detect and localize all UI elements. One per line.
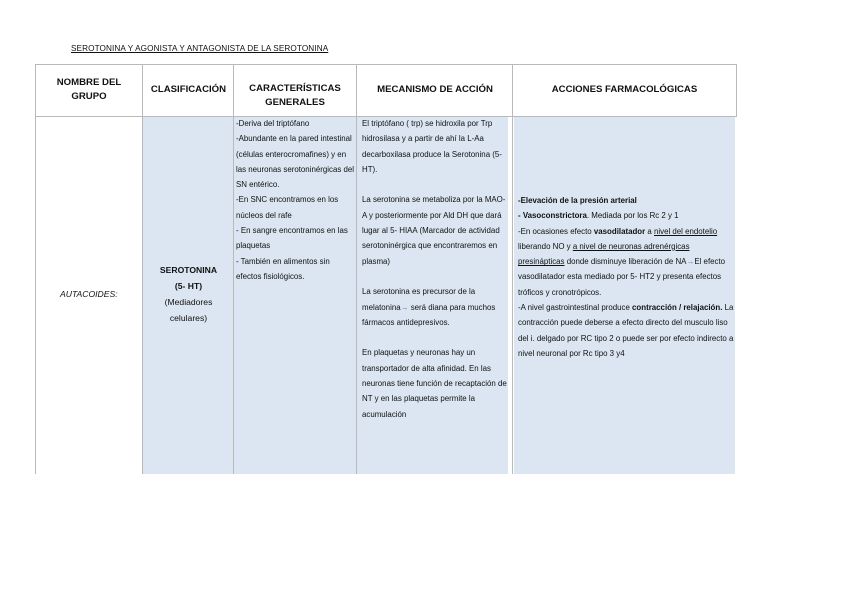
action-3-mid-2: liberando NO y	[518, 241, 573, 251]
action-1	[518, 193, 734, 208]
action-2-bold: - Vasoconstrictora	[518, 211, 587, 221]
header-mechanism: MECANISMO DE ACCIÓN	[377, 84, 493, 95]
action-2	[518, 208, 734, 223]
table-left-border	[35, 64, 36, 474]
arrow-icon: →	[686, 257, 695, 267]
action-3-underline-1: nivel del endotelio	[653, 226, 718, 236]
table-right-border	[736, 64, 737, 117]
mechanism-p3-start: La serotonina es precursor de la melatonina	[362, 287, 476, 312]
action-3-pre: -En ocasiones efecto	[518, 226, 594, 236]
arrow-icon: →	[400, 302, 409, 312]
action-3-rest: donde disminuye liberación de NA	[564, 257, 687, 267]
action-4-pre: -A nivel gastrointestinal produce	[518, 303, 633, 313]
action-4-bold: contracción / relajación.	[632, 303, 723, 313]
header-actions: ACCIONES FARMACOLÓGICAS	[551, 84, 698, 95]
mechanism-paragraph-1: El triptófano ( trp) se hidroxila por Trp hidrosilasa y a partir de ahí la L-Aa decarboxilasa produce la Serotonina (5-HT).	[362, 119, 502, 174]
characteristic-item: -Deriva del triptófano	[236, 119, 310, 128]
characteristic-item: -Abundante en la pared intestinal (células enterocromafines) y en las neuronas serotoninérgicas del SN entérico.	[236, 134, 354, 190]
actions-cell	[518, 193, 734, 361]
action-3-underline-2: a nivel de neuronas adrenérgicas presinápticas	[518, 241, 690, 267]
header-classification: CLASIFICACIÓN	[150, 84, 227, 95]
header-group: NOMBRE DEL GRUPO	[56, 77, 122, 102]
action-3	[518, 224, 734, 300]
mechanism-paragraph-4: En plaquetas y neuronas hay un transportador de alta afinidad. En las neuronas tiene función de recaptación de NT y en las plaquetas permite la acumulación	[362, 348, 507, 419]
drug-table	[35, 64, 737, 474]
classification-code: (5- HT)	[174, 281, 203, 291]
action-3-end: El efecto vasodilatador esta mediado por 5- HT2 y presenta efectos tróficos y cronotrópicos.	[518, 257, 726, 297]
mechanism-paragraph-2: La serotonina se metaboliza por la MAO-A y posteriormente por Ald DH que dará lugar al 5- HIAA (Marcador de actividad serotoninérgica que encontraremos en plasma)	[362, 195, 506, 266]
classification-cell	[143, 262, 234, 326]
action-1-text: -Elevación de la presión arterial	[518, 196, 637, 205]
header-characteristics: CARACTERÍSTICAS GENERALES	[249, 83, 341, 108]
action-2-rest: . Mediada por los Rc 2 y 1	[586, 211, 679, 221]
characteristic-item: -En SNC encontramos en los núcleos del rafe	[236, 195, 339, 220]
classification-name: SEROTONINA	[159, 265, 218, 275]
characteristics-cell	[236, 116, 354, 284]
col-divider-3	[356, 64, 357, 474]
classification-note: (Mediadores celulares)	[164, 297, 213, 323]
action-3-mid: a	[645, 226, 654, 236]
action-4	[518, 300, 734, 361]
document-title: SEROTONINA Y AGONISTA Y ANTAGONISTA DE LA SEROTONINA	[71, 44, 329, 53]
action-3-bold: vasodilatador	[593, 226, 646, 236]
action-4-rest: La contracción puede deberse a efecto directo del musculo liso del i. delgado por RC tipo 2 o puede ser por efecto indirecto a nivel neuronal por Rc tipo 3 y4	[518, 303, 734, 358]
col-divider-4	[512, 64, 513, 474]
mechanism-p3-end: será diana para muchos fármacos antidepresivos.	[362, 302, 496, 327]
mechanism-cell	[362, 116, 508, 422]
characteristic-item: - También en alimentos sin efectos fisiológicos.	[236, 256, 330, 281]
mechanism-paragraph-3	[362, 284, 508, 330]
characteristic-item: - En sangre encontramos en las plaquetas	[236, 226, 348, 251]
group-name: AUTACOIDES:	[60, 289, 118, 299]
